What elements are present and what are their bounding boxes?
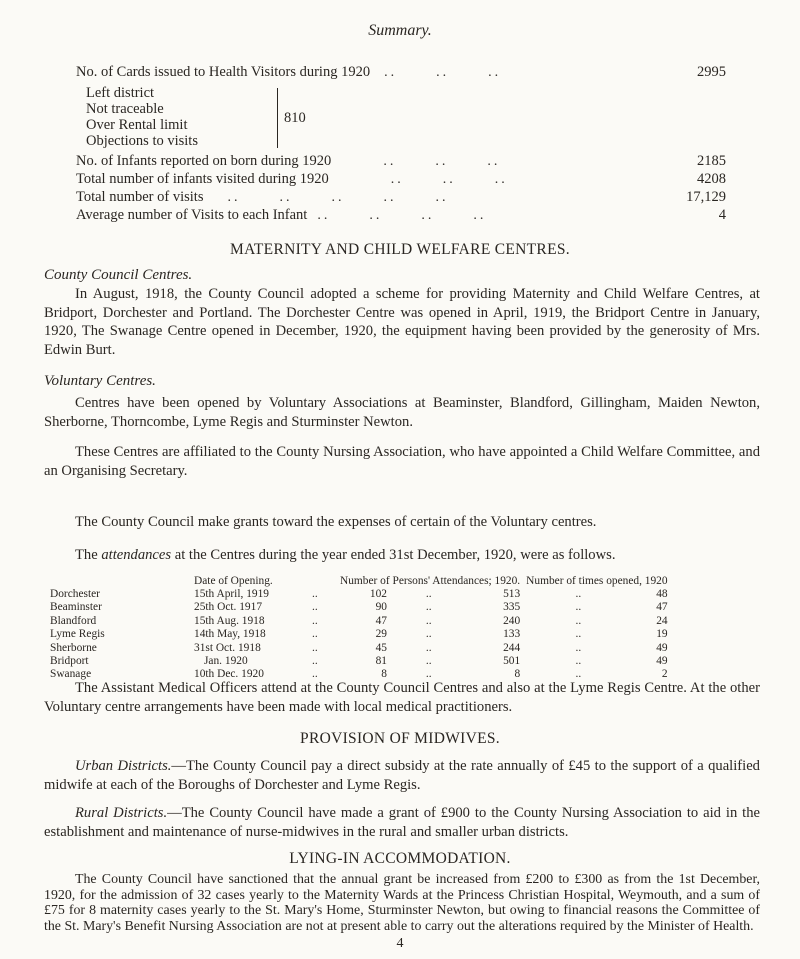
opening-date: 15th Aug. 1918 [194,614,265,627]
midwives-heading: PROVISION OF MIDWIVES. [300,730,500,747]
table-row: Lyme Regis 14th May, 1918 .. 29 .. 133 .. 19 [50,628,668,641]
assistant-paragraph: The Assistant Medical Officers attend at the County Council Centres and also at the Lyme Regis Centre. At the other Voluntary centre arrangements have been made with local medical practitioners. [44,680,760,715]
running-header: Summary. [368,22,432,39]
attendances-count: 501 [503,655,521,668]
attendances-count: 513 [503,588,521,601]
attendances-count: 8 [514,668,521,681]
table-row: Sherborne 31st Oct. 1918 .. 45 .. 244 .. 49 [50,641,668,654]
centre-name: Blandford [50,614,97,627]
table-header-row [50,574,668,587]
attendance-table [50,574,668,681]
subitem-over-rental: Over Rental limit [86,117,188,133]
persons-count: 90 [375,601,387,614]
centre-name: Dorchester [50,588,100,601]
times-opened: 19 [656,628,668,641]
lying-in-paragraph: The County Council have sanctioned that the annual grant be increased from £200 to £300 as from the 1st December, 1920, for the admission of 32 cases yearly to the Maternity Wards at the Princess Christian Hospital, Weymouth, and a sum of £75 for 8 maternity cases yearly to the St. Mary's Home, Sturminster Newton, but owing to financial reasons the Committee of the St. Mary's Benefit Nursing Association are not at present able to carry out the alterations required by the Minister of Health. [44,872,760,934]
rural-paragraph: Rural Districts.—The County Council have made a grant of £900 to the County Nursing Association to aid in the establishment and maintenance of nurse-midwives in the rural and smaller urban districts. [44,805,760,840]
average-visits-label: Average number of Visits to each Infant .. .. .. .. [76,207,487,223]
average-visits-value: 4 [718,207,726,223]
centre-name: Lyme Regis [50,628,105,641]
times-opened: 2 [661,668,668,681]
subitem-objections: Objections to visits [86,133,198,149]
table-row: Dorchester 15th April, 1919 .. 102 .. 513 .. 48 [50,588,668,601]
persons-count: 102 [369,588,387,601]
subitem-left-district: Left district [86,85,155,101]
opening-date: Jan. 1920 [204,655,248,668]
lying-in-heading: LYING-IN ACCOMMODATION. [289,850,511,867]
header-times-opened: Number of times opened, 1920 [526,574,668,587]
page-number: 4 [396,936,404,951]
infants-reported-value: 2185 [697,153,726,169]
attendances-intro: The attendances at the Centres during the year ended 31st December, 1920, were as follows. [75,547,616,563]
table-row: Beaminster 25th Oct. 1917 .. 90 .. 335 .. 47 [50,601,668,614]
urban-label: Urban Districts. [75,758,172,774]
rural-label: Rural Districts. [75,805,168,821]
attendances-count: 240 [503,614,521,627]
attendances-count: 244 [503,641,521,654]
centre-name: Bridport [50,655,89,668]
header-persons-attendances: Number of Persons' Attendances; 1920. [340,574,521,587]
centre-name: Beaminster [50,601,102,614]
times-opened: 47 [656,601,668,614]
times-opened: 49 [656,655,668,668]
county-heading: County Council Centres. [44,267,193,283]
table-row: Bridport Jan. 1920 .. 81 .. 501 .. 49 [50,655,668,668]
infants-visited-value: 4208 [697,171,726,187]
voluntary-heading: Voluntary Centres. [44,373,156,389]
attendances-count: 133 [503,628,521,641]
infants-reported-label: No. of Infants reported on born during 1920 .. .. .. [76,153,501,169]
cards-issued-label: No. of Cards issued to Health Visitors during 1920 .. .. .. [76,64,502,80]
voluntary-paragraph-2: These Centres are affiliated to the County Nursing Association, who have appointed a Child Welfare Committee, and an Organising Secretary. [44,444,760,479]
opening-date: 15th April, 1919 [194,588,269,601]
maternity-heading: MATERNITY AND CHILD WELFARE CENTRES. [230,241,570,258]
subitems-brace [268,88,278,148]
opening-date: 10th Dec. 1920 [194,668,264,681]
cards-issued-value: 2995 [697,64,726,80]
persons-count: 29 [375,628,387,641]
total-visits-label: Total number of visits .. .. .. .. .. [76,189,449,205]
voluntary-paragraph-1: Centres have been opened by Voluntary Associations at Beaminster, Blandford, Gillingham, Maiden Newton, Sherborne, Thorncombe, Lyme Regis and Sturminster Newton. [44,395,760,430]
persons-count: 45 [375,641,387,654]
infants-visited-label: Total number of infants visited during 1920 .. .. .. [76,171,508,187]
table-row: Swanage 10th Dec. 1920 .. 8 .. 8 .. 2 [50,668,668,681]
opening-date: 25th Oct. 1917 [194,601,263,614]
header-date-opening: Date of Opening. [194,574,273,587]
table-row: Blandford 15th Aug. 1918 .. 47 .. 240 .. 24 [50,614,668,627]
centre-name: Sherborne [50,641,97,654]
persons-count: 81 [375,655,387,668]
times-opened: 48 [656,588,668,601]
attendances-count: 335 [503,601,521,614]
total-visits-value: 17,129 [686,189,726,205]
subitems-total: 810 [284,110,306,126]
persons-count: 47 [375,614,387,627]
persons-count: 8 [381,668,387,681]
centre-name: Swanage [50,668,92,681]
urban-paragraph: Urban Districts.—The County Council pay a direct subsidy at the rate annually of £45 to the support of a qualified midwife at each of the Boroughs of Dorchester and Lyme Regis. [44,758,760,793]
times-opened: 24 [656,614,668,627]
subitem-not-traceable: Not traceable [86,101,164,117]
opening-date: 31st Oct. 1918 [194,641,261,654]
county-paragraph: In August, 1918, the County Council adopted a scheme for providing Maternity and Child Welfare Centres, at Bridport, Dorchester and Portland. The Dorchester Centre was opened in April, 1919, the Bridport Centre in January, 1920, The Swanage Centre opened in December, 1920, the equipment having been provided by the generosity of Mrs. Edwin Burt. [44,286,760,358]
times-opened: 49 [656,641,668,654]
opening-date: 14th May, 1918 [194,628,266,641]
grants-paragraph: The County Council make grants toward the expenses of certain of the Voluntary centres. [75,514,597,530]
